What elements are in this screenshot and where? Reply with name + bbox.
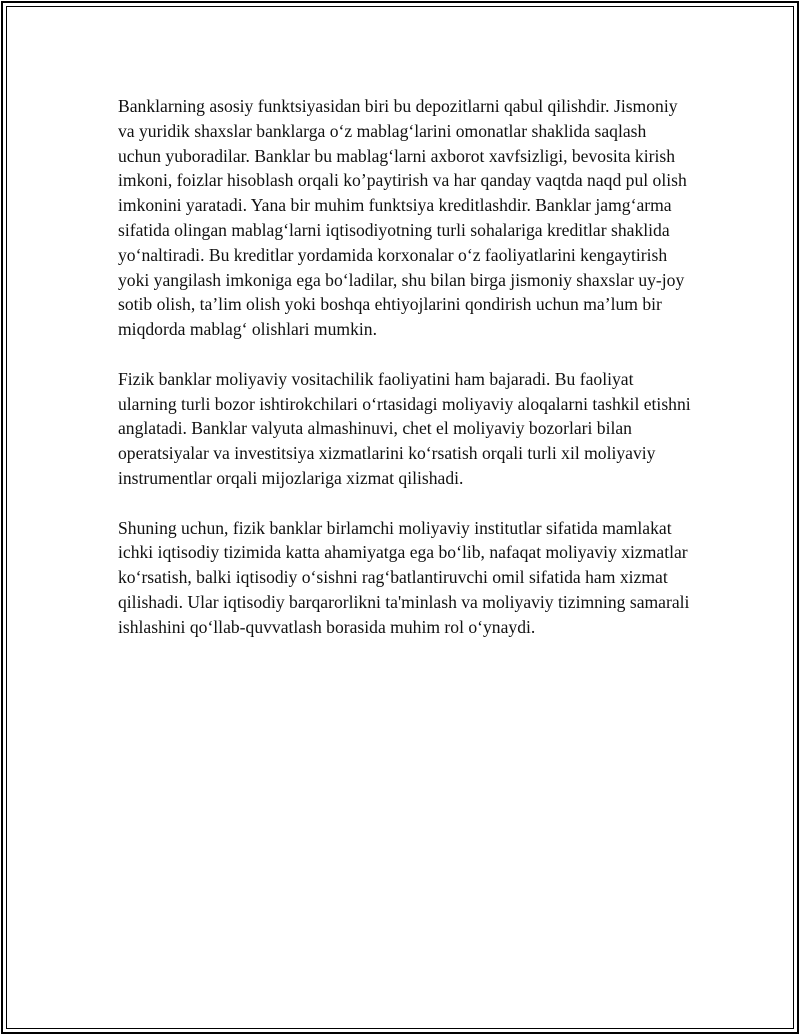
paragraph-1: Banklarning asosiy funktsiyasidan biri bu depozitlarni qabul qilishdir. Jismoniy va yuridik shaxslar banklarga o‘z mablag‘larini omonatlar shaklida saqlash uchun yuboradilar. Banklar bu mablag‘larni axborot xavfsizligi, bevosita kirish imkoni, foizlar hisoblash orqali ko’paytirish va har qanday vaqtda naqd pul olish imkonini yaratadi. Yana bir muhim funktsiya kreditlashdir. Banklar jamg‘arma sifatida olingan mablag‘larni iqtisodiyotning turli sohalariga kreditlar shaklida yo‘naltiradi. Bu kreditlar yordamida korxonalar o‘z faoliyatlarini kengaytirish yoki yangilash imkoniga ega bo‘ladilar, shu bilan birga jismoniy shaxslar uy-joy sotib olish, ta’lim olish yoki boshqa ehtiyojlarini qondirish uchun ma’lum bir miqdorda mablag‘ olishlari mumkin.: [118, 96, 687, 340]
paragraph-3: Shuning uchun, fizik banklar birlamchi moliyaviy institutlar sifatida mamlakat ichki iqtisodiy tizimida katta ahamiyatga ega bo‘lib, nafaqat moliyaviy xizmatlar ko‘rsatish, balki iqtisodiy o‘sishni rag‘batlantiruvchi omil sifatida ham xizmat qilishadi. Ular iqtisodiy barqarorlikni ta'minlash va moliyaviy tizimning samarali ishlashini qo‘llab-quvvatlash borasida muhim rol o‘ynaydi.: [118, 517, 690, 637]
document-body: [118, 94, 693, 664]
paragraph-2: Fizik banklar moliyaviy vositachilik faoliyatini ham bajaradi. Bu faoliyat ularning turli bozor ishtirokchilari o‘rtasidagi moliyaviy aloqalarni tashkil etishni anglatadi. Banklar valyuta almashinuvi, chet el moliyaviy bozorlari bilan operatsiyalar va investitsiya xizmatlarini ko‘rsatish orqali turli xil moliyaviy instrumentlar orqali mijozlariga xizmat qilishadi.: [118, 368, 691, 488]
